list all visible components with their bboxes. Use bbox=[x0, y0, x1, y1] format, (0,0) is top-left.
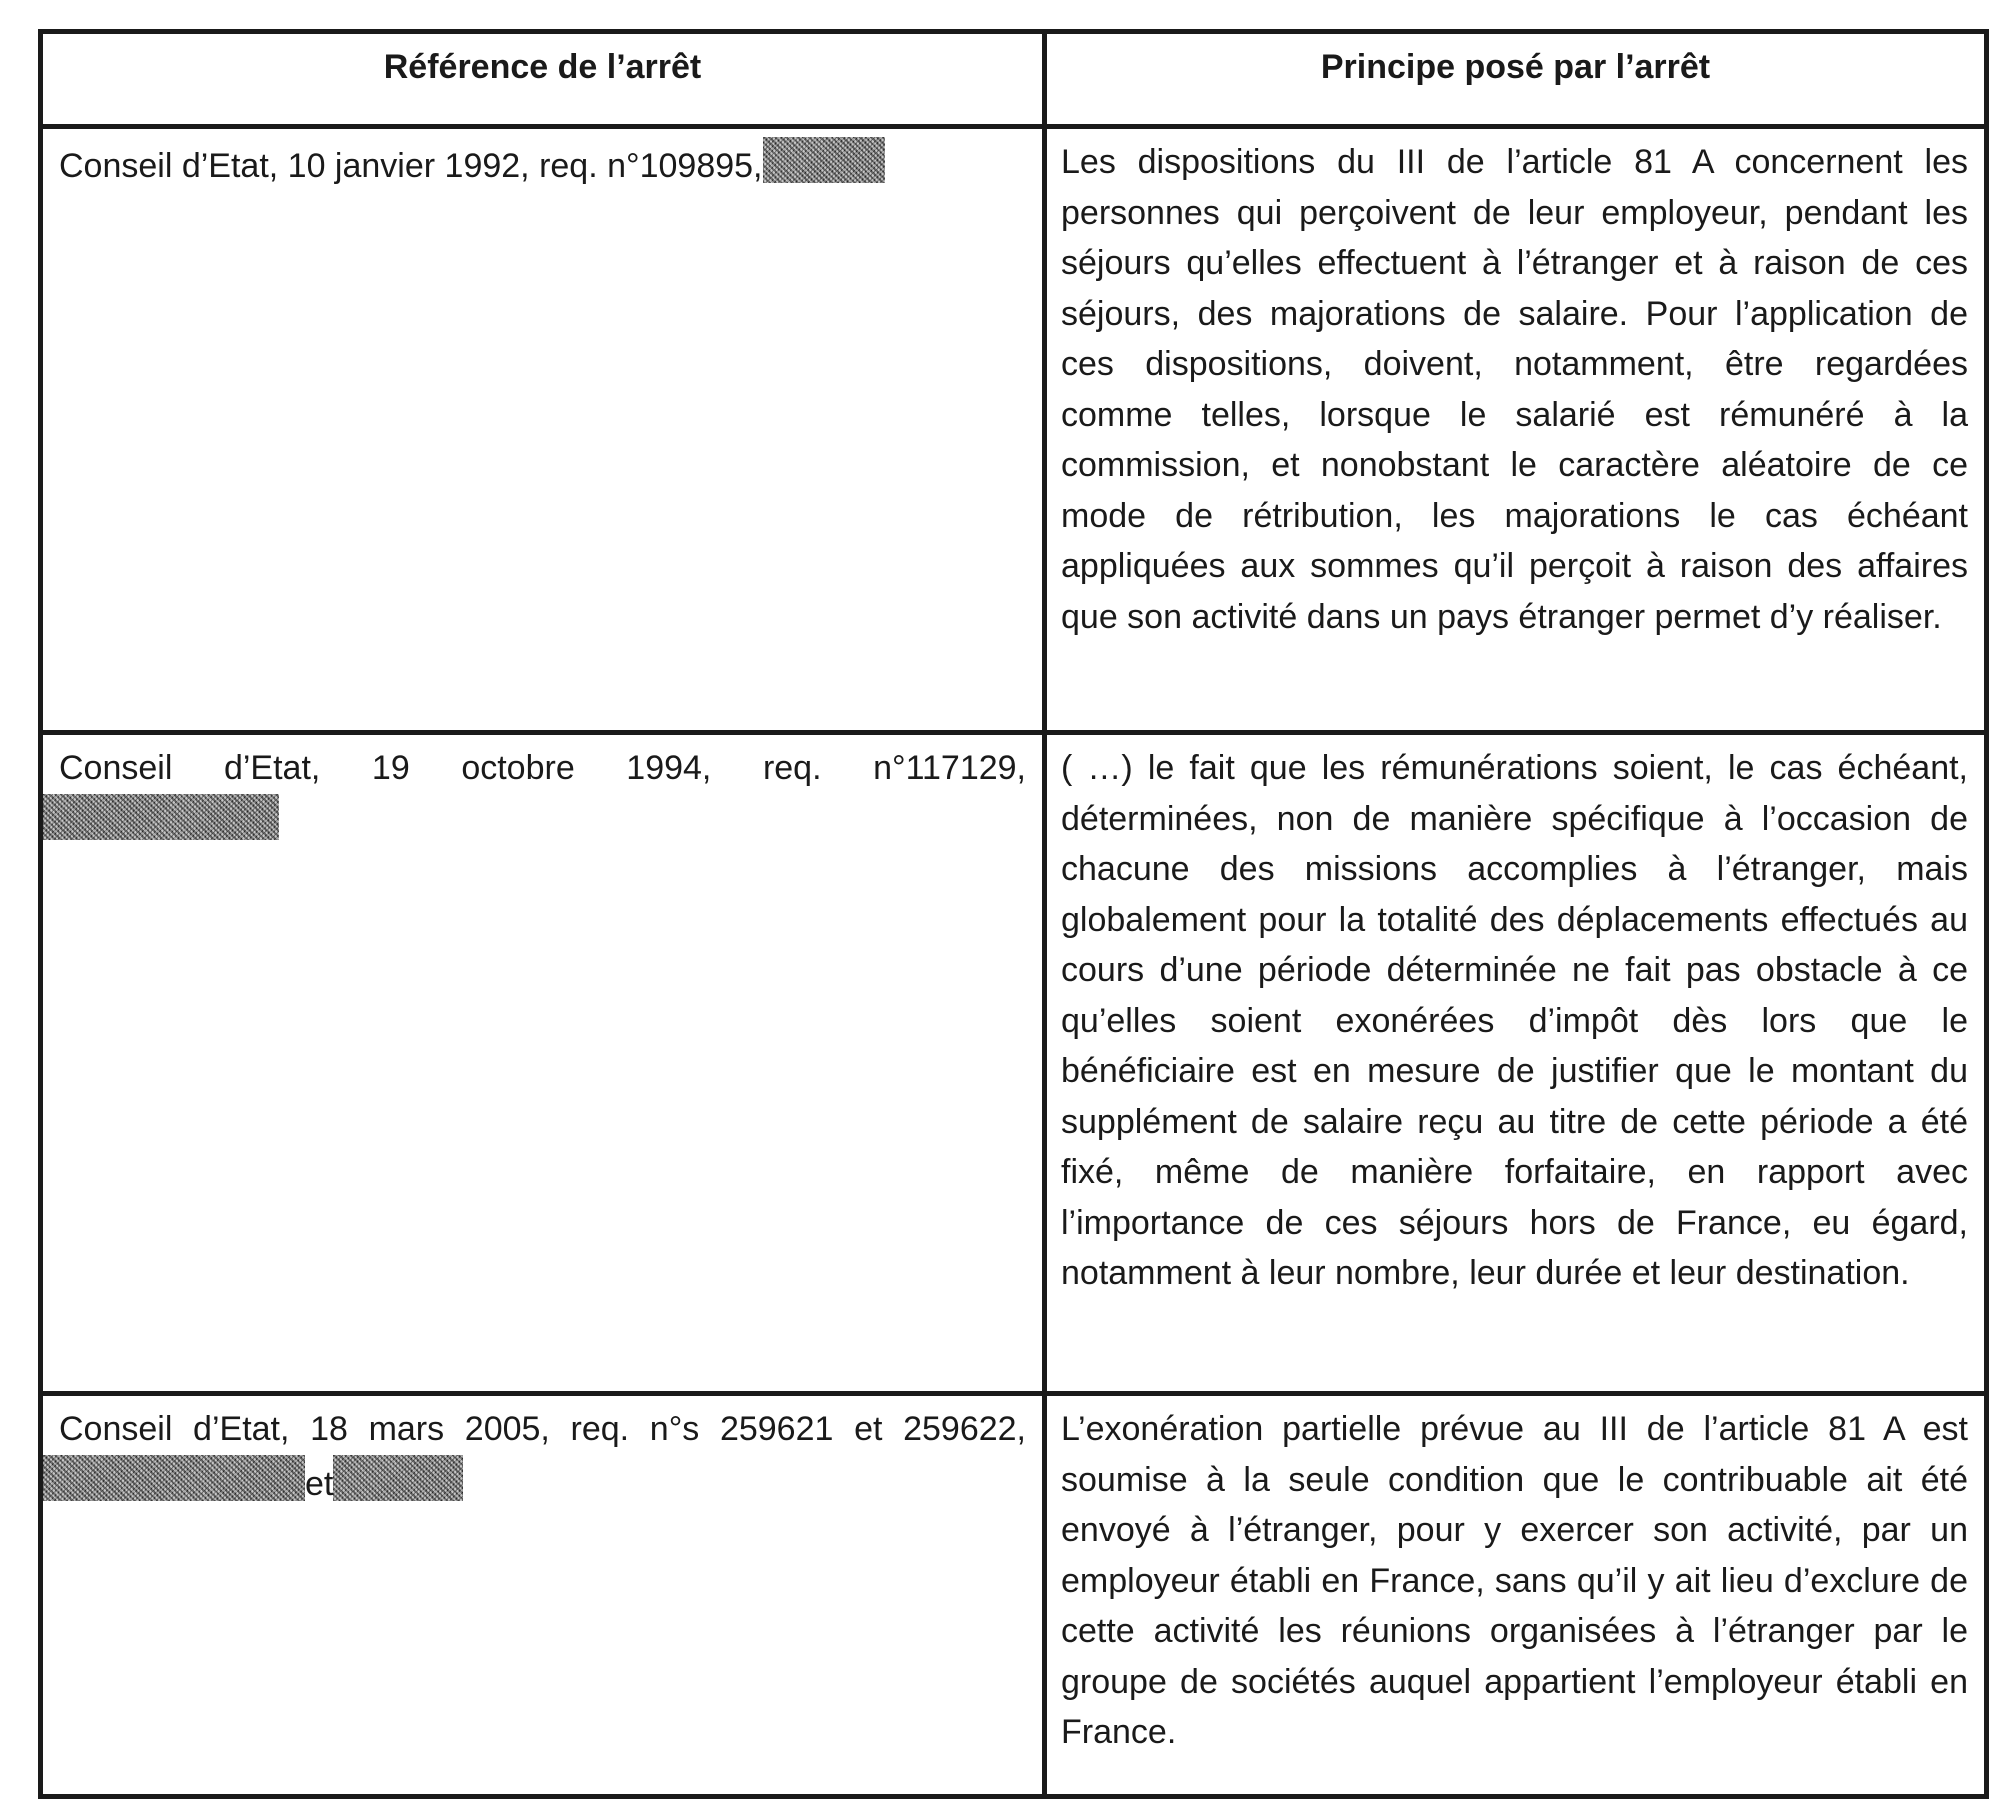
table-row bbox=[41, 1394, 1987, 1797]
header-principle: Principe posé par l’arrêt bbox=[1045, 32, 1987, 127]
reference-cell bbox=[41, 127, 1045, 733]
reference-text: Conseil d’Etat, 10 janvier 1992, req. n°109895, bbox=[59, 147, 763, 185]
redaction-block bbox=[763, 137, 885, 183]
table-row bbox=[41, 733, 1987, 1394]
principle-cell: L’exonération partielle prévue au III de l’article 81 A est soumise à la seule condition que le contribuable ait été envoyé à l’étranger, pour y exercer son activité, par un employeur établi en France, sans qu’il y ait lieu d’exclure de cette activité les réunions organisées à l’étranger par le groupe de sociétés auquel appartient l’employeur établi en France. bbox=[1045, 1394, 1987, 1797]
header-row bbox=[41, 32, 1987, 127]
redaction-block bbox=[43, 1455, 305, 1501]
reference-cell bbox=[41, 1394, 1045, 1797]
table-row bbox=[41, 127, 1987, 733]
reference-join-text: et bbox=[305, 1464, 334, 1503]
reference-cell bbox=[41, 733, 1045, 1394]
jurisprudence-table bbox=[38, 29, 1989, 1799]
principle-cell: Les dispositions du III de l’article 81 A concernent les personnes qui perçoivent de leur employeur, pendant les séjours qu’elles effectuent à l’étranger et à raison de ces séjours, des majorations de salaire. Pour l’application de ces dispositions, doivent, notamment, être regardées comme telles, lorsque le salarié est rémunéré à la commission, et nonobstant le caractère aléatoire de ce mode de rétribution, les majorations le cas échéant appliquées aux sommes qu’il perçoit à raison des affaires que son activité dans un pays étranger permet d’y réaliser. bbox=[1045, 127, 1987, 733]
reference-text: Conseil d’Etat, 18 mars 2005, req. n°s 259621 et 259622, bbox=[59, 1410, 1026, 1448]
reference-text: Conseil d’Etat, 19 octobre 1994, req. n°117129, bbox=[59, 749, 1026, 787]
principle-cell: ( …) le fait que les rémunérations soient, le cas échéant, déterminées, non de manière spécifique à l’occasion de chacune des missions accomplies à l’étranger, mais globalement pour la totalité des déplacements effectués au cours d’une période déterminée ne fait pas obstacle à ce qu’elles soient exonérées d’impôt dès lors que le bénéficiaire est en mesure de justifier que le montant du supplément de salaire reçu au titre de cette période a été fixé, même de manière forfaitaire, en rapport avec l’importance de ces séjours hors de France, eu égard, notamment à leur nombre, leur durée et leur destination. bbox=[1045, 733, 1987, 1394]
header-reference: Référence de l’arrêt bbox=[41, 32, 1045, 127]
redaction-block bbox=[333, 1455, 463, 1501]
redaction-block bbox=[43, 794, 279, 840]
